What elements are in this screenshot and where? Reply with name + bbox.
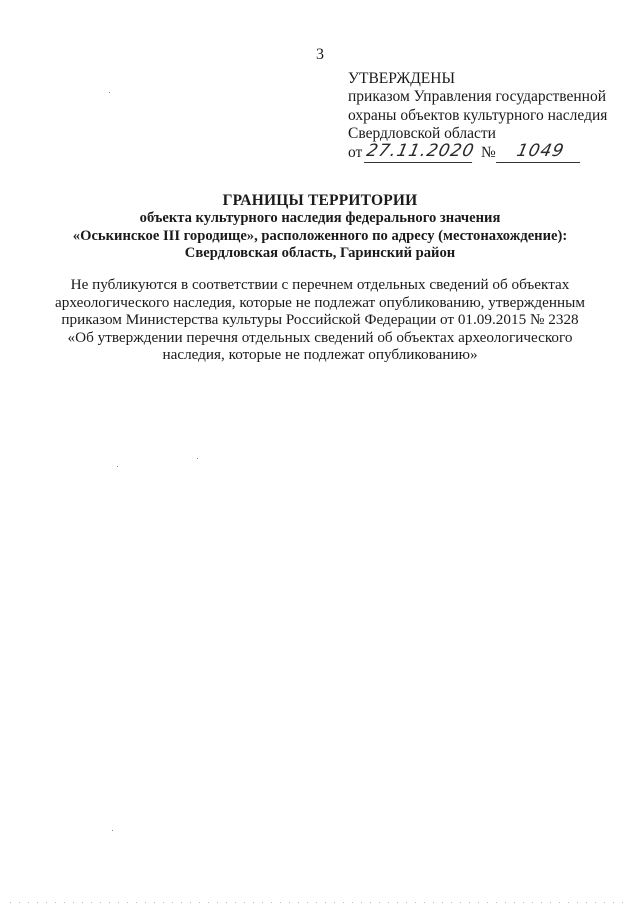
approval-line-3: Свердловской области xyxy=(348,125,496,143)
body-line-1: Не публикуются в соответствии с перечнем отдельных сведений об объектах xyxy=(70,276,570,293)
approval-block xyxy=(348,70,628,164)
approval-heading: УТВЕРЖДЕНЫ xyxy=(348,70,455,87)
body-line-4: «Об утверждении перечня отдельных сведений об объектах археологического xyxy=(67,328,573,346)
handwritten-date: 27.11.2020 xyxy=(364,140,477,161)
body-line-2: археологического наследия, которые не подлежат опубликованию, утвержденным xyxy=(55,293,585,311)
date-label: от xyxy=(348,143,363,161)
body-text xyxy=(0,276,640,364)
approval-date-line xyxy=(348,140,628,164)
title-sub-2: «Оськинское III городище», расположенного по адресу (местонахождение): xyxy=(72,227,568,244)
scan-speck xyxy=(117,466,118,467)
handwritten-number: 1049 xyxy=(496,144,584,163)
scan-speck xyxy=(197,458,198,459)
title-block xyxy=(0,192,640,263)
title-sub-3: Свердловская область, Гаринский район xyxy=(184,245,456,261)
scan-speck xyxy=(112,830,113,831)
page-number: 3 xyxy=(316,46,324,63)
approval-line-1: приказом Управления государственной xyxy=(348,88,607,106)
body-line-5: наследия, которые не подлежат опубликованию» xyxy=(162,346,478,364)
body-line-3: приказом Министерства культуры Российской Федерации от 01.09.2015 № 2328 xyxy=(61,311,579,329)
title-sub-1: объекта культурного наследия федерального значения xyxy=(139,210,501,226)
title-main: ГРАНИЦЫ ТЕРРИТОРИИ xyxy=(222,192,418,209)
number-label: № xyxy=(481,143,496,161)
scan-edge-dots xyxy=(10,902,630,903)
approval-line-2: охраны объектов культурного наследия xyxy=(348,106,608,124)
scan-speck xyxy=(109,92,110,93)
